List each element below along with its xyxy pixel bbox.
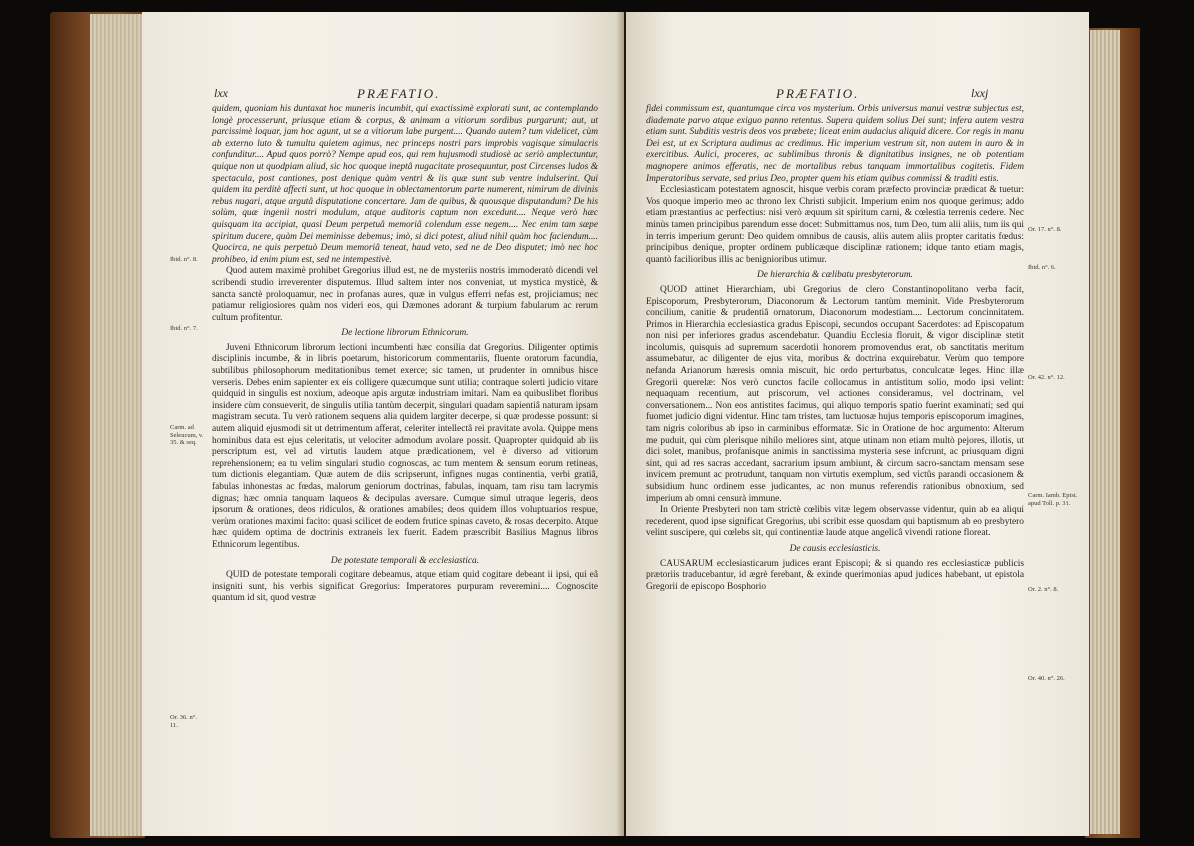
left-page-title: PRÆFATIO. (357, 86, 441, 101)
left-page-header (142, 86, 624, 102)
right-paragraph-1: fidei commissum est, quantumque circa vos mysterium. Orbis universus manui vestræ subjectus est, diademate parvo atque exiguo panno retentus. Supera quidem solius Dei sunt; infera autem vestra etiam sunt. Subditis vestris deos vos præbete; liceat enim audacius aliquid dicere. Cor regis in manu Dei est, ut ex Scriptura audimus ac credimus. Hic imperium vestrum sit, non autem in auro & in exercitibus. Aulici, proceres, ac sublimibus thronis & dignitatibus insignes, ne ob potentiam magnopere animos efferatis, nec de mortalibus rebus tanquam immortalibus cogitetis. Fidem Imperatoribus servate, sed prius Deo, propter quem his etiam quibus commissi & traditi estis. (646, 104, 1024, 184)
right-page-body (646, 104, 1024, 593)
left-page-body (212, 104, 598, 605)
left-section-heading-2: De potestate temporali & ecclesiastica. (330, 555, 480, 566)
margin-note: Carm. ad Seleucum, v. 35. & seq. (170, 424, 204, 446)
margin-note: Ibid. n°. 8. (170, 256, 198, 263)
margin-note: Or. 17. n°. 8. (1028, 226, 1062, 233)
left-section-heading-1: De lectione librorum Ethnicorum. (341, 328, 469, 339)
left-paragraph-2: Quod autem maximè prohibet Gregorius illud est, ne de mysteriis nostris immoderatò dicendi vel scribendi studio irreverenter disputemus. Illud saltem inter nos conveniat, ut mystica mysticè, & sancta sanctè proloquamur, nec in profanas aures, quæ in vulgus efferri nefas est, projiciamus; nec patiamur religiosiores quàm nos videri eos, qui Dæmones adorant & turpium fabularum ac rerum cultum profitentur. (212, 266, 598, 323)
margin-note: Or. 42. n°. 12. (1028, 374, 1065, 381)
left-paragraph-1: quidem, quoniam his duntaxat hoc muneris incumbit, qui exactissimè explorati sunt, ac contemplando longè processerunt, priusque etiam & corpus, & animam a vitiorum sordibus purgarunt; aut, ut parcissimè loquar, jam hoc agunt, ut se a vitiorum labe purgent.... Quando autem? tum videlicet, cùm ab externo luto & tumultu quietem agimus, nec princeps nostri pars improbis vagisque simulacris confunditur.... Apud quos porrò? Nempe apud eos, qui rem hujusmodi studiosè ac seriò amplectuntur, quique non ut quodpiam aliud, sic hoc quoque ineptâ nugacitate prosequuntur, post Circenses ludos & spectacula, post cantiones, post denique quàm ventri & iis quæ sunt sub ventre indulserint. Qui quidem ita perditè affecti sunt, ut hoc quoque in oblectamentorum parte numerent, nimirum de divinis rebus nugari, atque argutâ disputatione concertare. Jam de quibus, & quousque disputandum? De his solùm, quæ ingenii nostri modulum, atque auditoris captum non excedunt.... Neque verò hæc quisquam ita accipiat, quasi Deum perpetuâ memoriâ colendum esse negem.... Nec enim tam sæpe spiritum ducere, quàm Dei meminisse debemus; imò, si dici potest, aliud nihil quàm hoc faciendum.... Quocirca, ne quis perpetuò Deum memoriâ teneat, haud veto, sed ne de Deo disputet; imò nec hoc prohibeo, id enim pium est, sed ne intempestivè. (212, 104, 598, 265)
margin-note: Ibid. n°. 7. (170, 325, 198, 332)
margin-note: Or. 40. n°. 26. (1028, 675, 1065, 682)
left-paragraph-4: QUID de potestate temporali cogitare debeamus, atque etiam quid cogitare debeant ii ipsi, qui eâ insigniti sunt, his verbis significat Gregorius: Imperatores purpuram reveremini.... Cognoscite quantum id sit, quod vestræ (212, 570, 598, 604)
left-paragraph-3: Juveni Ethnicorum librorum lectioni incumbenti hæc consilia dat Gregorius. Diligenter optimis disciplinis incumbe, & in libris poetarum, historicorum commentariis, fluente oratorum facundia, subtilibus philosophorum meditationibus temet exerce; sic tamen, ut prudenter in omnibus hisce verseris. Debes enim sapienter ex eis colligere quæcumque sunt utilia; contraque solerti judicio vitare quidquid in singulis est noxium, adeoque apis argutæ industriam imitari. Nam ea quibuslibet floribus insidere cùm consueverit, de singulis utilia tantùm decerpit, singulari quadam sapientiâ naturam ipsam magistram secuta. Tu verò rationem sequens alia quidem largiter decerpe, si quæ prodesse possunt: si autem aliquid ejusmodi sit ut detrimentum afferat, celeriter intellectâ rei pravitate avola. Quippe mens hominibus data est ejus celeritatis, ut velociter admodum avolare possit. Quapropter quidquid ab iis perscriptum est, vel ad virtutis laudem atque prædicationem, vel è diverso ad vitiorum reprehensionem; ea tu velim singulari studio cognoscas, ac tum mentem & sensum eorum retineas, tum dictionis elegantiam. Quæ autem de diis scripserunt, infignes nugas continentia, verbi gratiâ, fabulas inhonestas ac fœdas, malorum geniorum doctrinas, fabulas, inquam, tam risu tam lacrymis dignas; hæc omnia tanquam laqueos & decipulas aversare. Cumque simul utraque legeris, deos ipsorum & orationes, deos ridiculos, & orationes amabiles; deos quidem illos voluptuarios respue, verùm orationes maximi facito: quasi scilicet de eodem frutice spinas caveto, & rosas decerpito. Atque hæc quidem optima de doctrinis extraneis lex fuerit. Eadem præscribit Basilius Magnus libros Ethnicorum legentibus. (212, 342, 598, 550)
margin-note: Carm. Iamb. Epist. apud Toll. p. 31. (1028, 492, 1078, 507)
right-page (626, 12, 1089, 836)
right-paragraph-4: In Oriente Presbyteri non tam strictè cœlibis vitæ legem observasse videntur, quin ab ea aliqui recederent, quod ipse significat Gregorius, ubi scribit esse quosdam qui baptismum ab eo presbytero velint suscipere, qui cœlebs sit, qui continentiæ laude atque angelicâ vivendi ratione floreat. (646, 505, 1024, 539)
right-page-number: lxxj (971, 86, 989, 100)
margin-note: Or. 2. n°. 8. (1028, 586, 1059, 593)
open-book (50, 8, 1140, 842)
right-paragraph-3: QUOD attinet Hierarchiam, ubi Gregorius de clero Constantinopolitano verba facit, Episcoporum, Presbyterorum, Diaconorum & Lectorum tantùm meminit. Vide Presbyterorum concilium, canitie & prudentiâ ornatorum, Diaconorum modestiam.... Lectorum concinnitatem. Primos in Hierarchia ecclesiastica gradus Episcopi, secundos occupant Sacerdotes: ad Episcopatum non nisi per inferiores gradus ascendebatur. Quandiu Ecclesia floruit, & vigor disciplinæ stetit incolumis, quisquis ad supremum sacerdotii honorem promovendus erat, ob sanctitatis meritum assumebatur, ac diligenter de ejus vita, moribus & doctrina exquirebatur. Verùm quo tempore nefanda Arianorum hæresis omnia miscuit, hic ordo perturbatus, conculcatæ leges. Hinc illæ Gregorii querelæ: Nos verò cunctos facile collocamus in antistitum solio, modo ipsi velint: nequaquam recentium, aut priscorum, vel actiones consideramus, vel doctrinam, vel conversationem... Non eos antistites facimus, qui aliquo temporis spatio fuerint examinati; sed qui fuomet judicio digni videntur. Hinc tam tristes, tam luctuosæ hujus temporis episcoporum imagines, tam nigris coloribus ab ipso in carminibus efformatæ. Sic in Oratione de hoc argumento: Alterum me puduit, qui cùm plerisque nihilo meliores sint, atque utinam non etiam multò pejores, illotis, ut dici solet, manibus, profanisque animis in sanctissima mysteria sese infcrunt, ac priusquam digni sint, qui ad res sacras accedant, sacrarium ipsum ambiunt, & circum sacro-sanctam mensam sese invicem premunt ac protrudunt, tanquam non virtutis exemplum, sed victûs parandi occasionem & subsidium hunc ordinem esse judicantes, ac non munus referendis rationibus obnoxium, sed imperium ab omni censurà immune. (646, 284, 1024, 504)
right-section-heading-2: De causis ecclesiasticis. (789, 543, 881, 554)
right-paragraph-5: CAUSARUM ecclesiasticarum judices erant Episcopi; & si quando res ecclesiasticæ publicis prætoriis traducebantur, id ægrè ferebant, & exinde querimonias apud judices habebant, ut epistola Gregorii de episcopo Bosphorio (646, 558, 1024, 592)
left-page (142, 12, 624, 836)
left-page-number: lxx (214, 86, 228, 100)
right-paragraph-2: Ecclesiasticam potestatem agnoscit, hisque verbis coram præfecto provinciæ prædicat & tuetur: Vos quoque imperio meo ac throno lex Christi subjicit. Imperium enim nos quoque gerimus; addo etiam præstantius ac perfectius: nisi verò æquum sit spiritum carni, & cœlestia terrenis cedere. Nec minùs tamen principibus parendum esse docet: Submittamus nos, tum Deo, tum alii aliis, tum iis qui in terris imperium gerunt: Deo quidem omnibus de causis, aliis autem aliis propter caritatis fœdus: principibus denique, propter ordinem publicæque disciplinæ rationem; idque tanto etiam magis, quantò facilioribus illis ac benignioribus utimur. (646, 185, 1024, 265)
right-page-header (626, 86, 1089, 102)
margin-note: Ibid. n°. 6. (1028, 264, 1056, 271)
margin-note: Or. 36. n°. 11. (170, 714, 197, 729)
right-page-title: PRÆFATIO. (776, 86, 860, 101)
page-edges-right (1090, 30, 1120, 834)
right-section-heading-1: De hierarchia & cælibatu presbyterorum. (757, 270, 913, 281)
